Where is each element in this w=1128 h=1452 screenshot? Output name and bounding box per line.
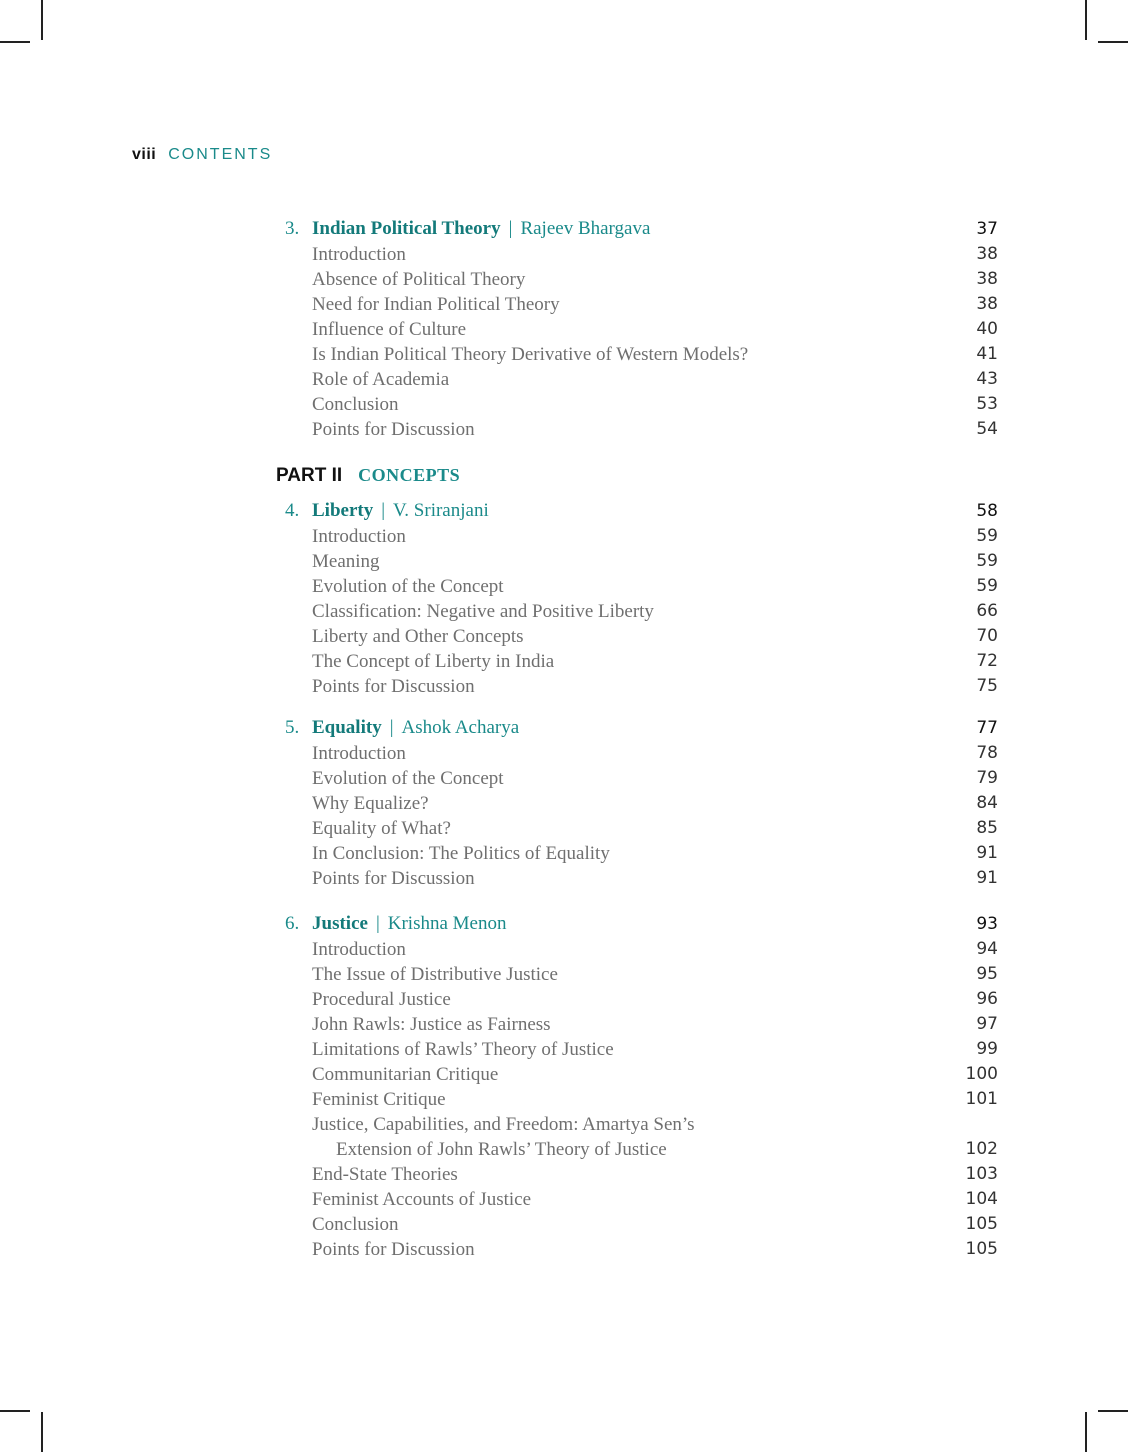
entry-title: Absence of Political Theory [312,269,526,290]
separator: | [389,717,394,738]
entry-title: The Concept of Liberty in India [312,651,555,672]
entry-title: Classification: Negative and Positive Liberty [312,601,654,622]
chapter-heading[interactable] [276,911,998,937]
page-number: 78 [976,743,998,763]
chapter-heading[interactable] [276,498,998,524]
page-folio: viii [132,146,157,163]
entry-title: Extension of John Rawls’ Theory of Justice [336,1139,667,1160]
toc-entry[interactable] [276,1037,998,1062]
toc-entry[interactable] [276,624,998,649]
toc-entry[interactable] [276,1062,998,1087]
toc-entry[interactable] [276,524,998,549]
part-label: PART II [276,465,343,486]
entry-title: Liberty and Other Concepts [312,626,524,647]
entry-title: Points for Discussion [312,1239,475,1260]
toc-entry[interactable] [276,1162,998,1187]
toc-entry[interactable] [276,866,998,891]
toc-entry[interactable] [276,392,998,417]
page-number: 38 [976,294,998,314]
running-head [132,146,272,164]
entry-title: Introduction [312,526,406,547]
entry-title: Conclusion [312,1214,399,1235]
separator: | [375,913,380,934]
chapter-author: Krishna Menon [387,913,507,934]
chapter-heading[interactable] [276,715,998,741]
toc-entry[interactable] [276,674,998,699]
toc-entry[interactable] [276,1012,998,1037]
page-number: 103 [965,1164,998,1184]
page-number: 38 [976,244,998,264]
page-number: 102 [965,1139,998,1159]
entry-title: Justice, Capabilities, and Freedom: Amartya Sen’s [312,1114,695,1135]
page-number: 105 [965,1214,998,1234]
toc-entry[interactable] [276,267,998,292]
page-number: 41 [976,344,998,364]
toc-entry[interactable] [276,937,998,962]
page-number: 59 [976,526,998,546]
page-number: 75 [976,676,998,696]
toc-entry[interactable] [276,1212,998,1237]
chapter-heading[interactable] [276,216,998,242]
page-number: 94 [976,939,998,959]
toc-entry[interactable] [276,841,998,866]
entry-title: Meaning [312,551,380,572]
entry-title: Feminist Accounts of Justice [312,1189,532,1210]
toc-entry[interactable] [276,599,998,624]
toc-entry-continuation[interactable] [276,1137,998,1162]
chapter-number: 5. [285,717,300,738]
toc-entry[interactable] [276,317,998,342]
toc-entry[interactable] [276,367,998,392]
chapter-author: Rajeev Bhargava [520,218,651,239]
entry-title: Why Equalize? [312,793,429,814]
chapter-4 [276,498,998,699]
entry-title: Need for Indian Political Theory [312,294,560,315]
chapter-6 [276,911,998,1262]
entry-title: Points for Discussion [312,676,475,697]
entry-title: John Rawls: Justice as Fairness [312,1014,551,1035]
page-number: 70 [976,626,998,646]
page-number: 40 [976,319,998,339]
entry-title: The Issue of Distributive Justice [312,964,558,985]
page-number: 104 [965,1189,998,1209]
crop-mark [1085,1412,1087,1452]
entry-title: Introduction [312,939,406,960]
toc-entry[interactable] [276,1087,998,1112]
entry-title: Communitarian Critique [312,1064,499,1085]
entry-title: In Conclusion: The Politics of Equality [312,843,610,864]
toc-entry[interactable] [276,292,998,317]
crop-mark [1085,0,1087,40]
entry-title: Influence of Culture [312,319,467,340]
chapter-5 [276,715,998,891]
entry-title: Conclusion [312,394,399,415]
crop-mark [41,1412,43,1452]
page-number: 84 [976,793,998,813]
page-number: 59 [976,576,998,596]
page-number: 85 [976,818,998,838]
entry-title: Procedural Justice [312,989,451,1010]
toc-entry[interactable] [276,649,998,674]
page-number: 101 [965,1089,998,1109]
chapter-3 [276,216,998,442]
chapter-title: Justice [312,913,368,934]
chapter-title: Indian Political Theory [312,218,501,239]
entry-title: Points for Discussion [312,868,475,889]
page-number: 91 [976,843,998,863]
chapter-author: V. Sriranjani [393,500,489,521]
toc-entry[interactable] [276,766,998,791]
crop-mark [1098,41,1128,43]
toc-entry[interactable] [276,791,998,816]
page-number: 93 [976,914,998,934]
toc-entry[interactable] [276,1187,998,1212]
toc-entry[interactable] [276,242,998,267]
entry-title: Feminist Critique [312,1089,446,1110]
entry-title: Introduction [312,244,406,265]
chapter-author: Ashok Acharya [401,717,520,738]
entry-title: Evolution of the Concept [312,768,504,789]
entry-title: End-State Theories [312,1164,458,1185]
toc-entry[interactable] [276,1237,998,1262]
page-number: 96 [976,989,998,1009]
separator: | [381,500,386,521]
toc-entry[interactable] [276,816,998,841]
crop-mark [41,0,43,40]
toc-entry[interactable] [276,1112,998,1137]
chapter-number: 3. [285,218,300,239]
page-number: 79 [976,768,998,788]
part-name: CONCEPTS [358,465,461,485]
page-number: 72 [976,651,998,671]
entry-title: Introduction [312,743,406,764]
entry-title: Evolution of the Concept [312,576,504,597]
page-number: 97 [976,1014,998,1034]
page-number: 100 [965,1064,998,1084]
entry-title: Points for Discussion [312,419,475,440]
page-number: 43 [976,369,998,389]
page-number: 99 [976,1039,998,1059]
toc-entry[interactable] [276,549,998,574]
toc-entry[interactable] [276,962,998,987]
page-number: 95 [976,964,998,984]
entry-title: Limitations of Rawls’ Theory of Justice [312,1039,614,1060]
page-number: 38 [976,269,998,289]
page-number: 58 [976,501,998,521]
toc-entry[interactable] [276,987,998,1012]
page-number: 77 [976,718,998,738]
toc-entry[interactable] [276,741,998,766]
chapter-title: Equality [312,717,382,738]
toc-entry[interactable] [276,342,998,367]
page-number: 105 [965,1239,998,1259]
toc-entry[interactable] [276,574,998,599]
separator: | [508,218,513,239]
toc-entry[interactable] [276,417,998,442]
entry-title: Equality of What? [312,818,451,839]
crop-mark [0,1410,30,1412]
page-number: 37 [976,219,998,239]
chapter-title: Liberty [312,500,374,521]
entry-title: Is Indian Political Theory Derivative of Western Models? [312,344,749,365]
crop-mark [1098,1410,1128,1412]
table-of-contents [276,216,998,1278]
page-number: 66 [976,601,998,621]
chapter-number: 6. [285,913,300,934]
page-number: 53 [976,394,998,414]
page-number: 59 [976,551,998,571]
page-number: 91 [976,868,998,888]
page-number: 54 [976,419,998,439]
crop-mark [0,41,30,43]
entry-title: Role of Academia [312,369,450,390]
running-head-label: CONTENTS [168,146,273,163]
part-heading [276,458,998,492]
chapter-number: 4. [285,500,300,521]
